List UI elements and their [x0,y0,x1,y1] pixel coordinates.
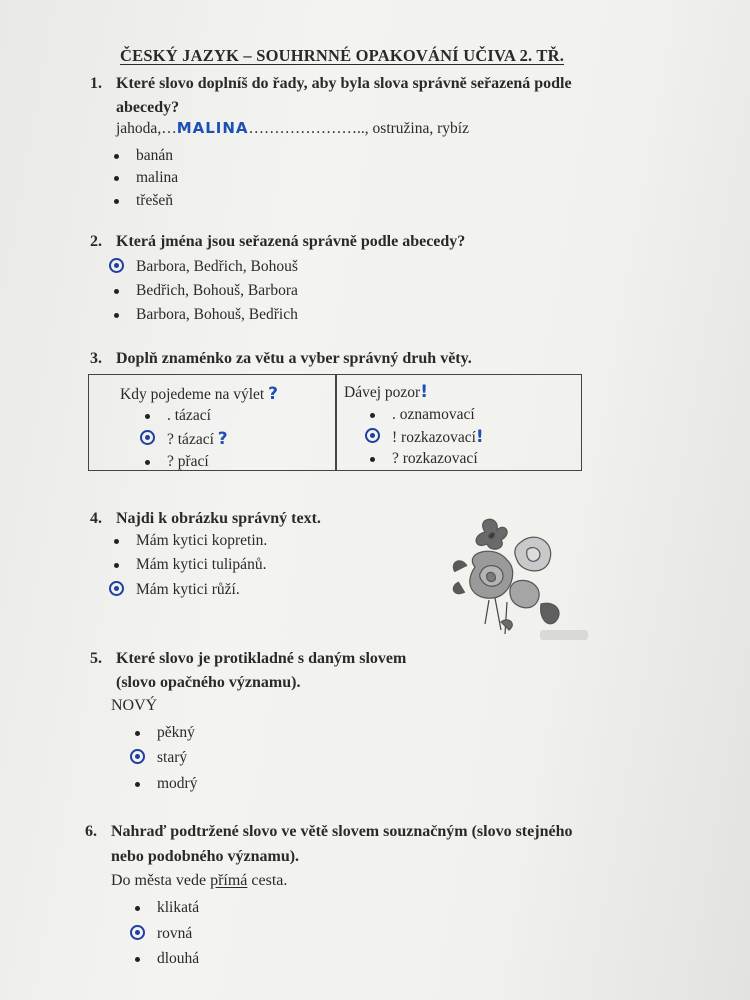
question-1-line-2: abecedy? [116,99,180,116]
question-number: 3. [90,350,102,367]
option-label: Mám kytici kopretin. [136,532,268,549]
option-label: . tázací [167,407,211,424]
question-text: Doplň znaménko za větu a vyber správný druh věty. [116,350,472,367]
question-number: 6. [85,823,97,840]
question-6-line-2: nebo podobného významu). [111,848,300,865]
option-label: ? přací [167,453,209,470]
option-label: Bedřich, Bohouš, Barbora [136,282,298,299]
option-item[interactable] [167,452,209,472]
handwritten-mark: ? [268,384,278,404]
fill-after: ………………….., ostružina, rybíz [248,120,469,137]
option-label: modrý [157,775,198,792]
option-item[interactable] [136,305,298,325]
question-1 [90,72,572,95]
table-divider [335,375,337,470]
option-label: dlouhá [157,950,200,967]
option-label: ? tázací [167,431,214,448]
question-text: Najdi k obrázku správný text. [116,510,321,527]
sentence-start: Do města vede [111,872,211,889]
question-text-line-1: Nahraď podtržené slovo ve větě slovem souznačným (slovo stejného [111,823,573,840]
fill-in-sentence [116,118,469,139]
question-4 [90,507,321,530]
option-item[interactable] [136,168,178,188]
handwritten-mark: ! [475,427,484,447]
selected-circle-icon [109,258,124,273]
option-item-selected[interactable] [157,924,192,944]
question-number: 4. [90,510,102,527]
option-item[interactable] [157,723,195,743]
handwritten-mark: ! [420,382,428,402]
option-label: Mám kytici tulipánů. [136,556,267,573]
selected-circle-icon [109,581,124,596]
option-item[interactable] [157,898,199,918]
question-3 [90,347,472,370]
question-text: Která jména jsou seřazená správně podle abecedy? [116,233,466,250]
option-item[interactable] [136,281,298,301]
option-item-selected[interactable] [392,427,484,448]
option-item[interactable] [136,146,173,166]
option-item[interactable] [167,406,211,426]
question-2 [90,230,466,253]
scan-smudge [540,630,588,640]
option-label: . oznamovací [392,406,475,423]
sentence [111,871,287,891]
option-item-selected[interactable] [136,580,240,600]
option-label: banán [136,147,174,164]
question-5-line-2: (slovo opačného významu). [116,674,301,691]
question-6 [85,820,573,843]
option-label: rovná [157,925,193,942]
fill-before: jahoda,… [116,120,177,137]
sentence-end: cesta. [247,872,288,889]
table-left-sentence [120,384,278,405]
selected-circle-icon [140,430,155,445]
question-text-line-1: Které slovo je protikladné s daným slovem [116,650,407,667]
option-label: starý [157,749,188,766]
selected-circle-icon [365,428,380,443]
selected-circle-icon [130,749,145,764]
question-number: 5. [90,650,102,667]
option-label: pěkný [157,724,195,741]
sentence-text: Kdy pojedeme na výlet [120,386,265,403]
question-number: 1. [90,75,102,92]
handwritten-answer: MALINA [176,119,249,137]
page-title: ČESKÝ JAZYK – SOUHRNNÉ OPAKOVÁNÍ UČIVA 2. TŘ. [120,46,565,65]
option-label: Mám kytici růží. [136,581,240,598]
rose-bouquet-icon [445,512,575,640]
table-right-sentence [344,382,428,403]
option-label: Barbora, Bohouš, Bedřich [136,306,298,323]
option-item[interactable] [136,191,173,211]
option-label: ? rozkazovací [392,450,478,467]
option-label: Barbora, Bedřich, Bohouš [136,258,298,275]
underlined-word: přímá [210,872,248,889]
option-item[interactable] [136,531,267,551]
option-item[interactable] [136,555,266,575]
option-label: třešeň [136,192,174,209]
option-item[interactable] [157,949,199,969]
question-5 [90,647,407,670]
option-item[interactable] [392,449,478,469]
option-label: ! rozkazovací [392,429,476,446]
option-item[interactable] [157,774,197,794]
option-item[interactable] [392,405,475,425]
question-text-line-1: Které slovo doplníš do řady, aby byla slova správně seřazená podle [116,75,572,92]
option-item-selected[interactable] [157,748,187,768]
option-item-selected[interactable] [167,429,228,450]
sentence-text: Dávej pozor [344,384,421,401]
option-label: malina [136,169,179,186]
given-word: NOVÝ [111,697,158,714]
handwritten-mark: ? [217,429,228,449]
option-item-selected[interactable] [136,257,298,277]
option-label: klikatá [157,899,200,916]
question-number: 2. [90,233,102,250]
selected-circle-icon [130,925,145,940]
